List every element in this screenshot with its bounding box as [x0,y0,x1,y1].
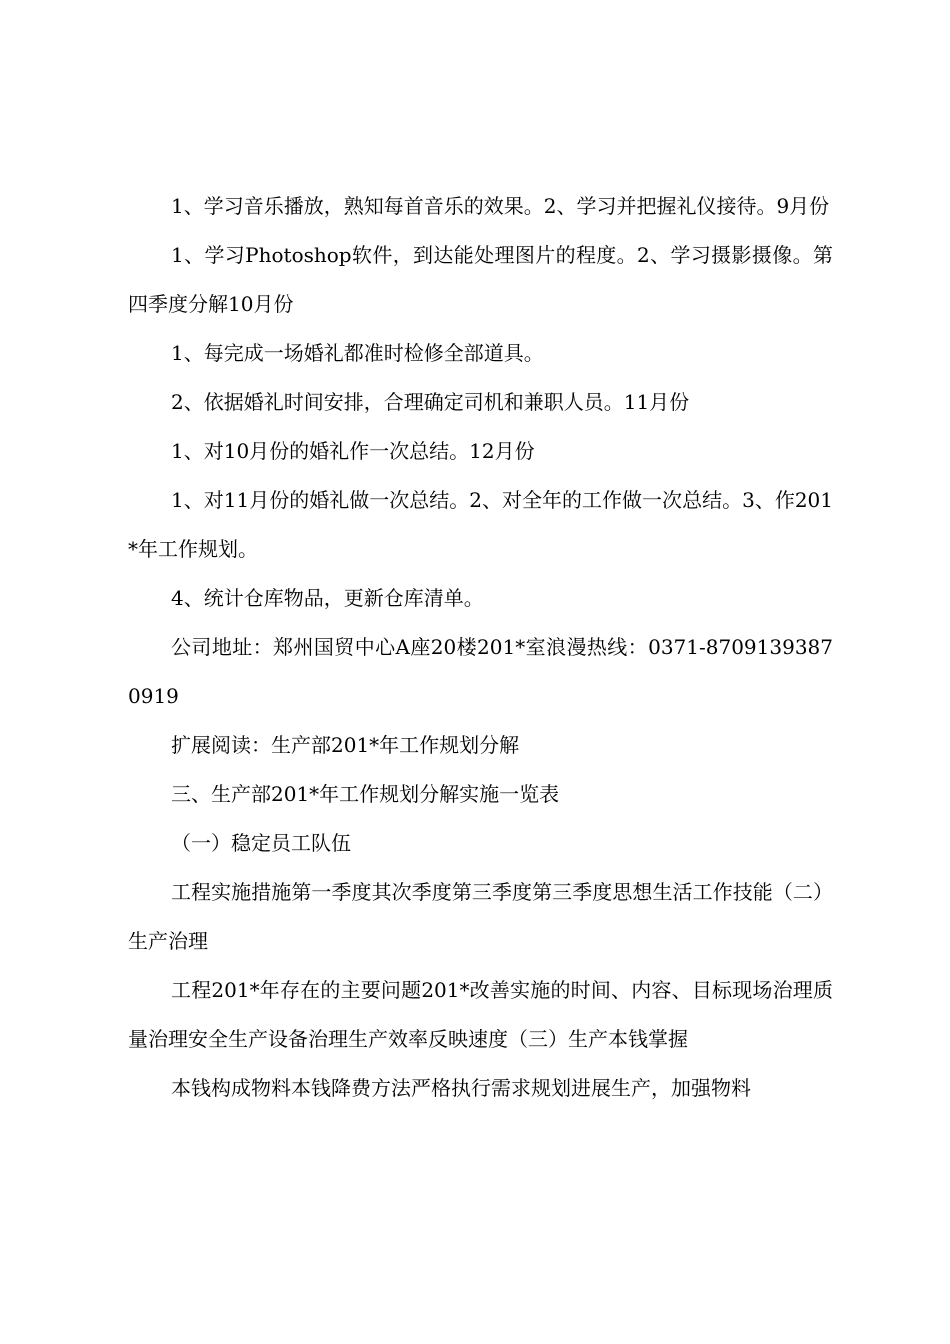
paragraph-november-summary: 1、对11月份的婚礼做一次总结。2、对全年的工作做一次总结。3、作201*年工作规划。 [128,488,833,561]
paragraph-photoshop: 1、学习Photoshop软件，到达能处理图片的程度。2、学习摄影摄像。第四季度分解10月份 [128,243,833,316]
paragraph-company-address: 公司地址：郑州国贸中心A座20楼201*室浪漫热线：0371-87091393870919 [128,635,833,708]
paragraph-implementation-measures: 工程实施措施第一季度其次季度第三季度第三季度思想生活工作技能（二）生产治理 [128,880,833,953]
paragraph-warehouse-inventory: 4、统计仓库物品，更新仓库清单。 [171,586,484,610]
section-heading-plan-table: 三、生产部201*年工作规划分解实施一览表 [171,782,560,806]
paragraph-october-summary: 1、对10月份的婚礼作一次总结。12月份 [171,439,535,463]
paragraph-cost-composition: 本钱构成物料本钱降费方法严格执行需求规划进展生产，加强物料 [171,1076,751,1100]
document-body [128,182,833,1113]
paragraph-extended-reading: 扩展阅读：生产部201*年工作规划分解 [171,733,520,757]
paragraph-staff-scheduling: 2、依据婚礼时间安排，合理确定司机和兼职人员。11月份 [171,390,690,414]
subsection-stable-workforce: （一）稳定员工队伍 [171,831,351,855]
paragraph-september-music: 1、学习音乐播放，熟知每首音乐的效果。2、学习并把握礼仪接待。9月份 [171,194,830,218]
paragraph-props-inspection: 1、每完成一场婚礼都准时检修全部道具。 [171,341,544,365]
paragraph-main-problems: 工程201*年存在的主要问题201*改善实施的时间、内容、目标现场治理质量治理安全生产设备治理生产效率反映速度（三）生产本钱掌握 [128,978,833,1051]
